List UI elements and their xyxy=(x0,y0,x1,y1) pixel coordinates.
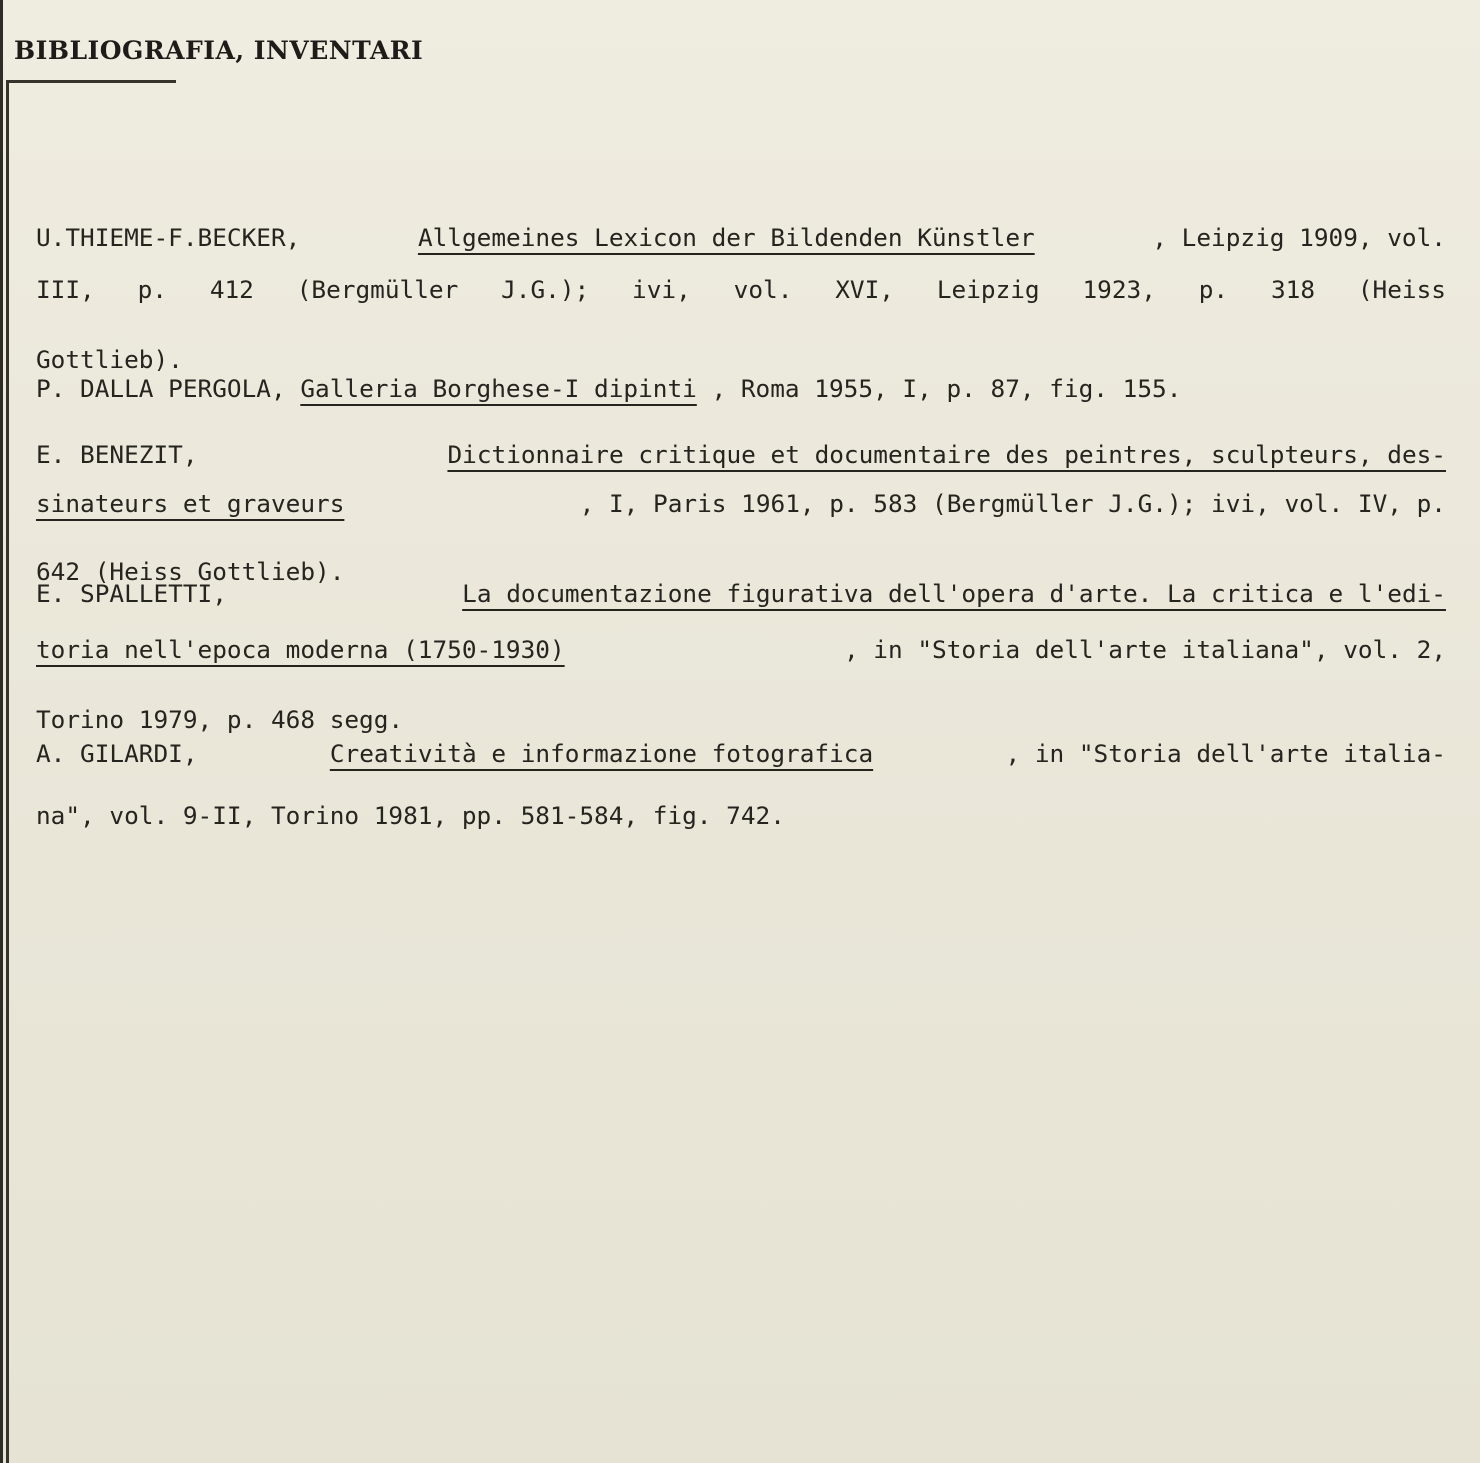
bibliography-line xyxy=(36,270,1446,310)
citation-text: , Roma 1955, I, p. 87, fig. 155. xyxy=(711,374,1182,403)
section-heading: BIBLIOGRAFIA, INVENTARI xyxy=(14,36,424,65)
work-title: Allgemeines Lexicon der Bildenden Künstler xyxy=(417,223,1035,252)
citation-text: , Leipzig 1909, vol. xyxy=(1152,223,1446,252)
citation-text: 1923, xyxy=(1082,275,1156,304)
bibliography-line xyxy=(36,484,1446,524)
citation-text: III, xyxy=(36,275,95,304)
citation-text: vol. xyxy=(733,275,793,304)
citation-text: A. GILARDI, xyxy=(36,739,198,768)
bibliography-line xyxy=(36,630,1446,670)
citation-text: , in "Storia dell'arte italiana", vol. 2, xyxy=(843,635,1446,664)
bibliography-line xyxy=(36,734,1446,774)
bibliography-line xyxy=(36,574,1446,614)
work-title: sinateurs et graveurs xyxy=(36,489,345,518)
citation-text: 318 xyxy=(1270,275,1316,304)
citation-text: XVI, xyxy=(835,275,894,304)
citation-text: na", vol. 9-II, Torino 1981, pp. 581-584, fig. 742. xyxy=(36,801,785,830)
work-title: La documentazione figurativa dell'opera d'arte. La critica e l'edi- xyxy=(462,579,1446,608)
work-title: toria nell'epoca moderna (1750-1930) xyxy=(36,635,565,664)
citation-text: p. xyxy=(1198,275,1229,304)
citation-text: (Bergmüller xyxy=(296,275,459,304)
citation-text: , I, Paris 1961, p. 583 (Bergmüller J.G.); ivi, vol. IV, p. xyxy=(579,489,1446,518)
citation-text: (Heiss xyxy=(1357,275,1446,304)
work-title: Galleria Borghese-I dipinti xyxy=(300,374,697,403)
work-title: Dictionnaire critique et documentaire des peintres, sculpteurs, des- xyxy=(447,440,1446,469)
card-border-outer xyxy=(0,0,3,1463)
citation-text: E. SPALLETTI, xyxy=(36,579,227,608)
citation-text: J.G.); xyxy=(501,275,590,304)
bibliography-line xyxy=(36,218,1446,258)
citation-text: E. BENEZIT, xyxy=(36,440,198,469)
card-border-inner xyxy=(6,82,9,1463)
citation-text: 412 xyxy=(209,275,254,304)
bibliography-line xyxy=(36,369,1446,409)
work-title: Creatività e informazione fotografica xyxy=(329,739,874,768)
citation-text: ivi, xyxy=(632,275,691,304)
citation-text: Gottlieb). xyxy=(36,345,183,374)
heading-rule xyxy=(6,80,176,83)
bibliography-line xyxy=(36,435,1446,475)
citation-text: p. xyxy=(137,275,167,304)
citation-text: Leipzig xyxy=(936,275,1040,304)
citation-text: 642 (Heiss Gottlieb). xyxy=(36,557,345,586)
citation-text: U.THIEME-F.BECKER, xyxy=(36,223,301,252)
citation-text: Torino 1979, p. 468 segg. xyxy=(36,705,404,734)
bibliography-line xyxy=(36,796,1446,836)
citation-text: P. DALLA PERGOLA, xyxy=(36,374,286,403)
citation-text: , in "Storia dell'arte italia- xyxy=(1005,739,1446,768)
